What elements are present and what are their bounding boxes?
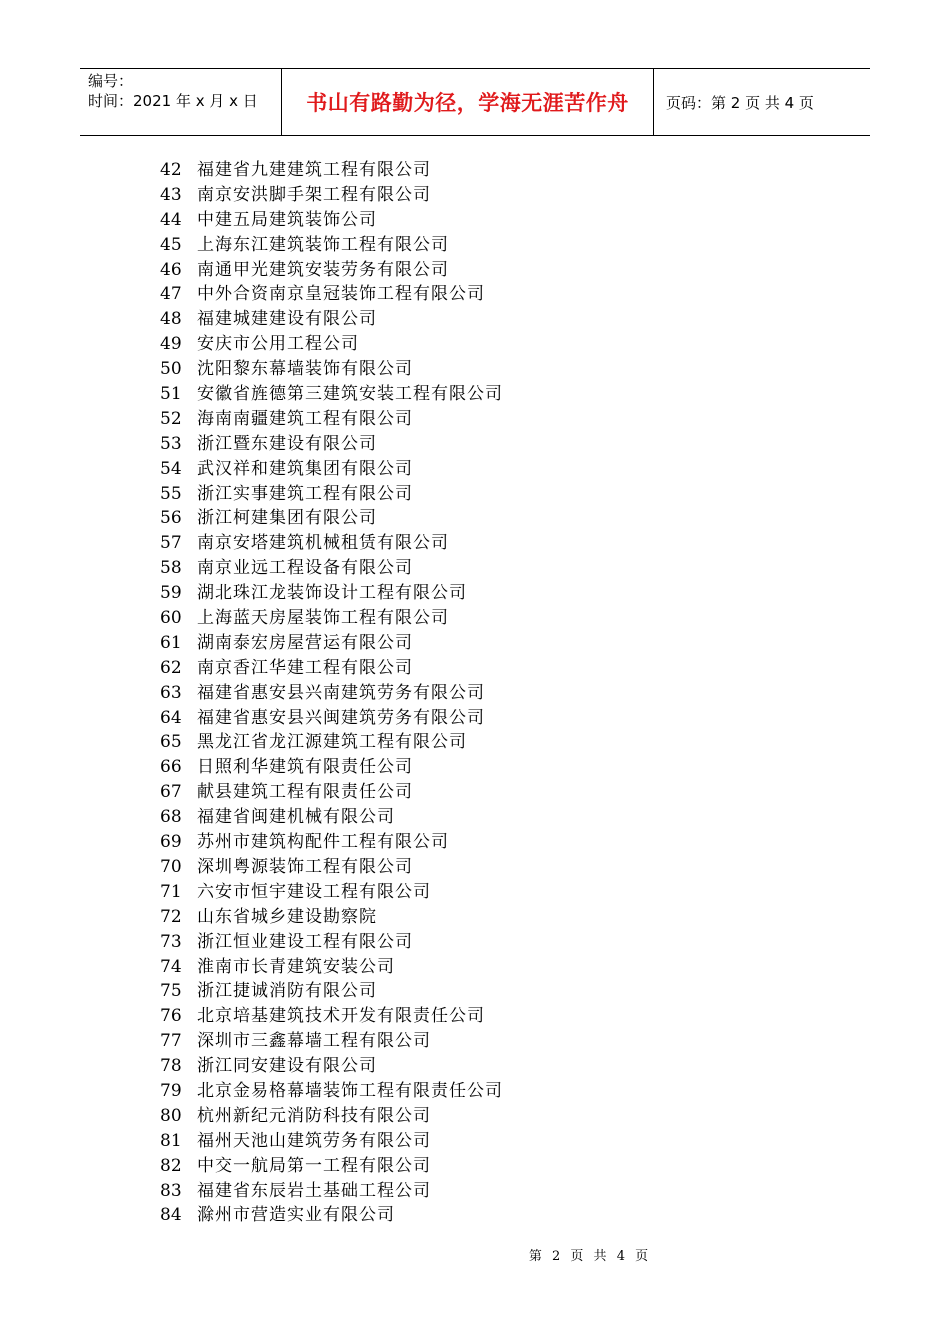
list-item: [160, 755, 503, 780]
list-item: [160, 1004, 503, 1029]
list-item: [160, 556, 503, 581]
item-number: 68: [160, 807, 182, 828]
list-item: [160, 407, 503, 432]
item-number: 69: [160, 832, 182, 853]
company-name: 上海东江建筑装饰工程有限公司: [197, 234, 449, 255]
company-name: 杭州新纪元消防科技有限公司: [197, 1105, 431, 1126]
company-name: 浙江实事建筑工程有限公司: [197, 483, 413, 504]
item-number: 47: [160, 284, 182, 305]
list-item: [160, 1154, 503, 1179]
item-number: 42: [160, 160, 182, 180]
list-item: [160, 830, 503, 855]
list-item: [160, 432, 503, 457]
list-item: [160, 482, 503, 507]
company-name: 黑龙江省龙江源建筑工程有限公司: [197, 732, 467, 753]
header-motto: 书山有路勤为径，学海无涯苦作舟: [282, 69, 654, 135]
company-name: 上海蓝天房屋装饰工程有限公司: [197, 608, 449, 629]
item-number: 71: [160, 881, 182, 902]
item-number: 57: [160, 533, 182, 554]
list-item: [160, 581, 503, 606]
item-number: 70: [160, 856, 182, 877]
company-name: 北京金易格幕墙装饰工程有限责任公司: [197, 1080, 503, 1101]
list-item: [160, 208, 503, 233]
document-date-label: 时间：2021 年 x 月 x 日: [88, 92, 258, 110]
item-number: 65: [160, 732, 182, 753]
company-name: 浙江恒业建设工程有限公司: [197, 931, 413, 952]
item-number: 60: [160, 608, 182, 629]
header-page-info: 页码：第 2 页 共 4 页: [666, 93, 814, 112]
list-item: [160, 979, 503, 1004]
item-number: 51: [160, 384, 182, 405]
item-number: 53: [160, 433, 182, 454]
list-item: [160, 905, 503, 930]
list-item: [160, 531, 503, 556]
item-number: 79: [160, 1080, 182, 1101]
list-item: [160, 382, 503, 407]
item-number: 45: [160, 234, 182, 255]
company-name: 苏州市建筑构配件工程有限公司: [197, 832, 449, 853]
item-number: 82: [160, 1155, 182, 1176]
list-item: [160, 1029, 503, 1054]
list-item: [160, 780, 503, 805]
item-number: 80: [160, 1105, 182, 1126]
list-item: [160, 1203, 503, 1228]
company-list: [160, 158, 503, 1228]
company-name: 浙江同安建设有限公司: [197, 1056, 377, 1077]
list-item: [160, 730, 503, 755]
item-number: 83: [160, 1180, 182, 1201]
company-name: 淮南市长青建筑安装公司: [197, 956, 395, 977]
list-item: [160, 357, 503, 382]
item-number: 81: [160, 1130, 182, 1151]
item-number: 76: [160, 1006, 182, 1027]
list-item: [160, 631, 503, 656]
list-item: [160, 1079, 503, 1104]
company-name: 南通甲光建筑安装劳务有限公司: [197, 259, 449, 280]
company-name: 南京安洪脚手架工程有限公司: [197, 184, 431, 205]
list-item: [160, 606, 503, 631]
item-number: 73: [160, 931, 182, 952]
company-name: 沈阳黎东幕墙装饰有限公司: [197, 359, 413, 380]
list-item: [160, 1179, 503, 1204]
company-name: 献县建筑工程有限责任公司: [197, 782, 413, 803]
company-name: 六安市恒宇建设工程有限公司: [197, 881, 431, 902]
item-number: 58: [160, 558, 182, 579]
item-number: 46: [160, 259, 182, 280]
company-name: 湖北珠江龙装饰设计工程有限公司: [197, 583, 467, 604]
list-item: [160, 506, 503, 531]
item-number: 66: [160, 757, 182, 778]
item-number: 49: [160, 334, 182, 355]
item-number: 55: [160, 483, 182, 504]
company-name: 南京业远工程设备有限公司: [197, 558, 413, 579]
company-name: 福建省九建建筑工程有限公司: [197, 160, 431, 180]
list-item: [160, 706, 503, 731]
company-name: 深圳市三鑫幕墙工程有限公司: [197, 1031, 431, 1052]
list-item: [160, 880, 503, 905]
item-number: 59: [160, 583, 182, 604]
company-name: 浙江暨东建设有限公司: [197, 433, 377, 454]
company-name: 中交一航局第一工程有限公司: [197, 1155, 431, 1176]
item-number: 75: [160, 981, 182, 1002]
list-item: [160, 457, 503, 482]
list-item: [160, 332, 503, 357]
list-item: [160, 307, 503, 332]
item-number: 61: [160, 632, 182, 653]
list-item: [160, 656, 503, 681]
list-item: [160, 805, 503, 830]
company-name: 福建省惠安县兴闽建筑劳务有限公司: [197, 707, 485, 728]
item-number: 77: [160, 1031, 182, 1052]
company-name: 海南南疆建筑工程有限公司: [197, 408, 413, 429]
company-name: 安庆市公用工程公司: [197, 334, 359, 355]
header-meta: [80, 69, 282, 135]
item-number: 52: [160, 408, 182, 429]
item-number: 44: [160, 209, 182, 230]
item-number: 62: [160, 657, 182, 678]
item-number: 74: [160, 956, 182, 977]
company-name: 武汉祥和建筑集团有限公司: [197, 458, 413, 479]
company-name: 福建省东辰岩土基础工程公司: [197, 1180, 431, 1201]
list-item: [160, 1054, 503, 1079]
document-number-label: 编号：: [88, 72, 134, 90]
company-name: 湖南泰宏房屋营运有限公司: [197, 632, 413, 653]
company-name: 福建城建建设有限公司: [197, 309, 377, 330]
item-number: 64: [160, 707, 182, 728]
list-item: [160, 1129, 503, 1154]
item-number: 50: [160, 359, 182, 380]
company-name: 中外合资南京皇冠装饰工程有限公司: [197, 284, 485, 305]
company-name: 北京培基建筑技术开发有限责任公司: [197, 1006, 485, 1027]
list-item: [160, 955, 503, 980]
list-item: [160, 1104, 503, 1129]
list-item: [160, 282, 503, 307]
company-name: 南京安塔建筑机械租赁有限公司: [197, 533, 449, 554]
list-item: [160, 158, 503, 183]
list-item: [160, 855, 503, 880]
item-number: 84: [160, 1205, 182, 1226]
item-number: 72: [160, 906, 182, 927]
company-name: 福州天池山建筑劳务有限公司: [197, 1130, 431, 1151]
company-name: 山东省城乡建设勘察院: [197, 906, 377, 927]
company-name: 福建省惠安县兴南建筑劳务有限公司: [197, 682, 485, 703]
company-name: 中建五局建筑装饰公司: [197, 209, 377, 230]
list-item: [160, 258, 503, 283]
item-number: 43: [160, 184, 182, 205]
page-header: [80, 68, 870, 136]
page-footer: 第 2 页 共 4 页: [528, 1249, 652, 1264]
item-number: 63: [160, 682, 182, 703]
company-name: 滁州市营造实业有限公司: [197, 1205, 395, 1226]
company-name: 福建省闽建机械有限公司: [197, 807, 395, 828]
company-name: 安徽省旌德第三建筑安装工程有限公司: [197, 384, 503, 405]
item-number: 78: [160, 1056, 182, 1077]
list-item: [160, 681, 503, 706]
list-item: [160, 930, 503, 955]
company-name: 浙江柯建集团有限公司: [197, 508, 377, 529]
list-item: [160, 233, 503, 258]
company-name: 日照利华建筑有限责任公司: [197, 757, 413, 778]
list-item: [160, 183, 503, 208]
item-number: 56: [160, 508, 182, 529]
item-number: 67: [160, 782, 182, 803]
company-name: 南京香江华建工程有限公司: [197, 657, 413, 678]
company-name: 浙江捷诚消防有限公司: [197, 981, 377, 1002]
company-name: 深圳粤源装饰工程有限公司: [197, 856, 413, 877]
item-number: 48: [160, 309, 182, 330]
item-number: 54: [160, 458, 182, 479]
